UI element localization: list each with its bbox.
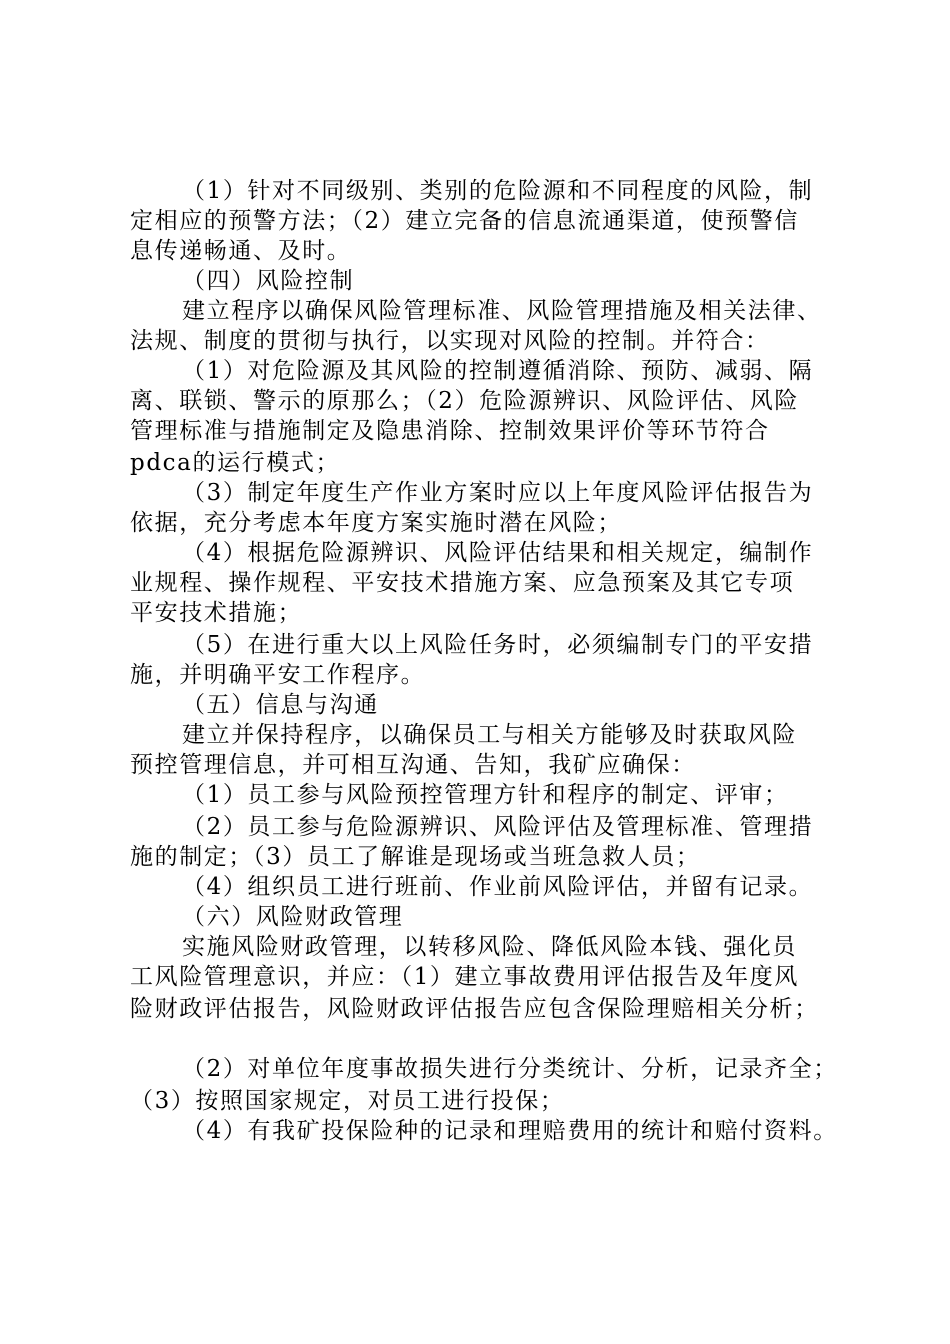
text-line: 定相应的预警方法；（2）建立完备的信息流通渠道，使预警信 bbox=[130, 208, 799, 234]
text-line: （1）针对不同级别、类别的危险源和不同程度的风险，制 bbox=[182, 178, 814, 204]
text-line: 建立程序以确保风险管理标准、风险管理措施及相关法律、 bbox=[182, 298, 822, 324]
text-line: pdca的运行模式； bbox=[130, 450, 341, 476]
text-line: （3）按照国家规定，对员工进行投保； bbox=[130, 1088, 565, 1114]
text-line: 法规、制度的贯彻与执行，以实现对风险的控制。并符合： bbox=[130, 328, 770, 354]
text-line: （4）有我矿投保险种的记录和理赔费用的统计和赔付资料。 bbox=[182, 1118, 838, 1144]
section-heading: （六）风险财政管理 bbox=[182, 904, 404, 930]
text-line: 息传递畅通、及时。 bbox=[130, 238, 352, 264]
text-line: （5）在进行重大以上风险任务时，必须编制专门的平安措 bbox=[182, 632, 814, 658]
text-line: 预控管理信息，并可相互沟通、告知，我矿应确保： bbox=[130, 752, 696, 778]
text-line: （2）对单位年度事故损失进行分类统计、分析，记录齐全； bbox=[182, 1056, 838, 1082]
text-line: （2）员工参与危险源辨识、风险评估及管理标准、管理措 bbox=[182, 814, 814, 840]
text-line: 施的制定；（3）员工了解谁是现场或当班急救人员； bbox=[130, 844, 701, 870]
text-line: 平安技术措施； bbox=[130, 600, 303, 626]
text-line: 管理标准与措施制定及隐患消除、控制效果评价等环节符合 bbox=[130, 418, 770, 444]
section-heading: （四）风险控制 bbox=[182, 268, 355, 294]
text-line: 险财政评估报告，风险财政评估报告应包含保险理赔相关分析； bbox=[130, 996, 819, 1022]
text-line: 业规程、操作规程、平安技术措施方案、应急预案及其它专项 bbox=[130, 570, 795, 596]
section-heading: （五）信息与沟通 bbox=[182, 692, 379, 718]
text-line: （3）制定年度生产作业方案时应以上年度风险评估报告为 bbox=[182, 480, 814, 506]
text-line: 工风险管理意识，并应：（1）建立事故费用评估报告及年度风 bbox=[130, 964, 799, 990]
text-line: （1）对危险源及其风险的控制遵循消除、预防、减弱、隔 bbox=[182, 358, 814, 384]
text-line: （4）根据危险源辨识、风险评估结果和相关规定，编制作 bbox=[182, 540, 814, 566]
text-line: 实施风险财政管理，以转移风险、降低风险本钱、强化员 bbox=[182, 934, 797, 960]
text-line: 建立并保持程序，以确保员工与相关方能够及时获取风险 bbox=[182, 722, 797, 748]
text-line: （1）员工参与风险预控管理方针和程序的制定、评审； bbox=[182, 782, 789, 808]
text-line: 施，并明确平安工作程序。 bbox=[130, 662, 426, 688]
text-line: 依据，充分考虑本年度方案实施时潜在风险； bbox=[130, 510, 622, 536]
text-line: （4）组织员工进行班前、作业前风险评估，并留有记录。 bbox=[182, 874, 814, 900]
text-line: 离、联锁、警示的原那么；（2）危险源辨识、风险评估、风险 bbox=[130, 388, 799, 414]
